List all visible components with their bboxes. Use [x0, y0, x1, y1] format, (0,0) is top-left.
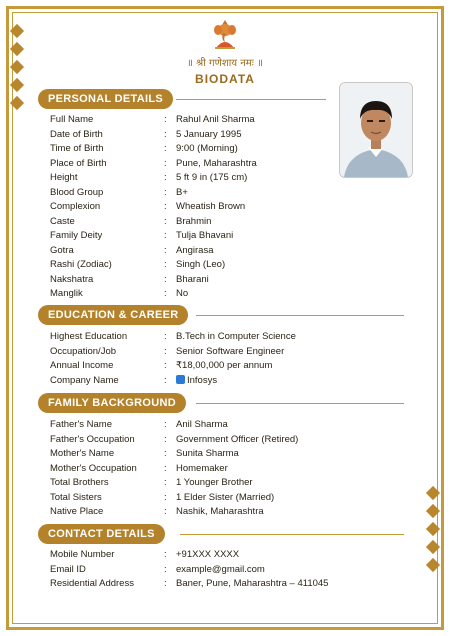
detail-label: Rashi (Zodiac) [50, 259, 112, 270]
detail-separator: : [164, 244, 167, 256]
detail-row [50, 186, 257, 201]
detail-separator: : [164, 419, 167, 430]
detail-value: Baner, Pune, Maharashtra – 411045 [176, 578, 329, 589]
detail-row [50, 505, 298, 520]
detail-value [176, 374, 217, 389]
section-header-education: EDUCATION & CAREER [38, 305, 188, 325]
detail-separator: : [164, 345, 167, 357]
detail-separator: : [164, 374, 167, 386]
detail-label: Place of Birth [50, 157, 107, 169]
right-diamond-ornament [424, 488, 442, 578]
section-header-family: FAMILY BACKGROUND [38, 393, 186, 413]
detail-value: Singh (Leo) [176, 259, 226, 270]
detail-value: Wheatish Brown [176, 201, 246, 212]
section-rule [196, 403, 404, 404]
detail-value: Sunita Sharma [176, 448, 239, 459]
section-rule [180, 534, 404, 535]
detail-label: Father's Name [50, 419, 113, 430]
detail-label: Annual Income [50, 360, 114, 371]
detail-value: Government Officer (Retired) [176, 433, 299, 445]
detail-label: Total Sisters [50, 491, 102, 503]
detail-row [50, 577, 328, 592]
detail-separator: : [164, 563, 167, 575]
detail-label: Mother's Occupation [50, 462, 137, 474]
detail-row [50, 229, 257, 244]
detail-label: Native Place [50, 506, 104, 517]
detail-label: Full Name [50, 114, 94, 125]
detail-value: 5 January 1995 [176, 128, 242, 140]
detail-label: Time of Birth [50, 143, 104, 154]
education-career-list [50, 330, 296, 388]
detail-value: 1 Elder Sister (Married) [176, 491, 275, 503]
section-rule [196, 315, 404, 316]
diamond-icon [10, 24, 24, 38]
diamond-icon [10, 96, 24, 110]
detail-row [50, 345, 296, 360]
left-diamond-ornament [8, 26, 26, 116]
detail-separator: : [164, 477, 167, 488]
detail-label: Manglik [50, 288, 83, 299]
section-rule [176, 99, 326, 100]
detail-row [50, 142, 257, 157]
detail-row [50, 563, 328, 578]
detail-row [50, 171, 257, 186]
detail-label: Mother's Name [50, 448, 115, 459]
detail-label: Complexion [50, 201, 101, 212]
detail-label: Caste [50, 215, 75, 227]
detail-label: Gotra [50, 244, 74, 256]
person-portrait-icon [340, 83, 412, 177]
detail-label: Mobile Number [50, 549, 115, 560]
detail-label: Date of Birth [50, 128, 103, 140]
detail-separator: : [164, 491, 167, 503]
detail-label: Height [50, 172, 78, 183]
company-name-text: Infosys [187, 374, 218, 386]
family-background-list [50, 418, 298, 520]
detail-row [50, 374, 296, 389]
detail-label: Email ID [50, 563, 86, 575]
detail-separator: : [164, 462, 167, 474]
detail-row [50, 476, 298, 491]
detail-value: Nashik, Maharashtra [176, 506, 264, 517]
detail-row [50, 447, 298, 462]
detail-value: Anil Sharma [176, 419, 228, 430]
diamond-icon [426, 486, 440, 500]
ganesha-icon [210, 18, 240, 50]
detail-separator: : [164, 157, 167, 169]
detail-separator: : [164, 360, 167, 371]
detail-value: Senior Software Engineer [176, 345, 285, 357]
detail-row [50, 200, 257, 215]
detail-value: ₹18,00,000 per annum [176, 360, 273, 371]
detail-value: example@gmail.com [176, 563, 265, 575]
detail-value: 1 Younger Brother [176, 477, 253, 488]
header-mantra: ॥ श्री गणेशाय नमः ॥ [187, 58, 263, 69]
detail-separator: : [164, 433, 167, 445]
detail-row [50, 330, 296, 345]
detail-row [50, 244, 257, 259]
diamond-icon [426, 504, 440, 518]
diamond-icon [10, 42, 24, 56]
detail-label: Residential Address [50, 578, 134, 589]
detail-value: No [176, 288, 189, 299]
detail-separator: : [164, 215, 167, 227]
detail-separator: : [164, 578, 167, 589]
detail-label: Nakshatra [50, 273, 94, 285]
detail-row [50, 215, 257, 230]
detail-separator: : [164, 331, 167, 342]
detail-row [50, 273, 257, 288]
detail-value: B+ [176, 186, 188, 198]
detail-label: Blood Group [50, 186, 104, 198]
detail-value: B.Tech in Computer Science [176, 331, 296, 342]
detail-separator: : [164, 448, 167, 459]
detail-row [50, 433, 298, 448]
detail-label: Occupation/Job [50, 345, 117, 357]
detail-value: Pune, Maharashtra [176, 157, 257, 169]
detail-separator: : [164, 201, 167, 212]
detail-label: Highest Education [50, 331, 128, 342]
detail-value: Tulja Bhavani [176, 230, 234, 241]
detail-label: Total Brothers [50, 477, 109, 488]
detail-label: Family Deity [50, 230, 103, 241]
detail-value: Rahul Anil Sharma [176, 114, 255, 125]
detail-value: Homemaker [176, 462, 228, 474]
detail-label: Father's Occupation [50, 433, 135, 445]
detail-value: Bharani [176, 273, 209, 285]
detail-row [50, 258, 257, 273]
personal-details-list [50, 113, 257, 302]
detail-separator: : [164, 230, 167, 241]
detail-row [50, 548, 328, 563]
detail-separator: : [164, 288, 167, 299]
detail-row [50, 491, 298, 506]
detail-value: +91XXX XXXX [176, 549, 240, 560]
detail-separator: : [164, 273, 167, 285]
diamond-icon [426, 522, 440, 536]
detail-row [50, 418, 298, 433]
detail-separator: : [164, 172, 167, 183]
detail-separator: : [164, 128, 167, 140]
detail-row [50, 287, 257, 302]
detail-row [50, 462, 298, 477]
detail-row [50, 128, 257, 143]
detail-value: Brahmin [176, 215, 212, 227]
section-header-personal: PERSONAL DETAILS [38, 89, 173, 109]
section-header-contact: CONTACT DETAILS [38, 524, 165, 544]
detail-row [50, 113, 257, 128]
diamond-icon [426, 558, 440, 572]
company-logo-icon [176, 375, 185, 384]
detail-label: Company Name [50, 374, 119, 386]
detail-row [50, 157, 257, 172]
detail-value: 5 ft 9 in (175 cm) [176, 172, 248, 183]
detail-separator: : [164, 259, 167, 270]
detail-separator: : [164, 143, 167, 154]
contact-details-list [50, 548, 328, 592]
page-title: BIODATA [195, 72, 255, 86]
detail-row [50, 359, 296, 374]
profile-photo [339, 82, 413, 178]
diamond-icon [426, 540, 440, 554]
detail-value: Angirasa [176, 244, 214, 256]
detail-separator: : [164, 506, 167, 517]
detail-separator: : [164, 549, 167, 560]
detail-separator: : [164, 114, 167, 125]
detail-value: 9:00 (Morning) [176, 143, 238, 154]
detail-separator: : [164, 186, 167, 198]
